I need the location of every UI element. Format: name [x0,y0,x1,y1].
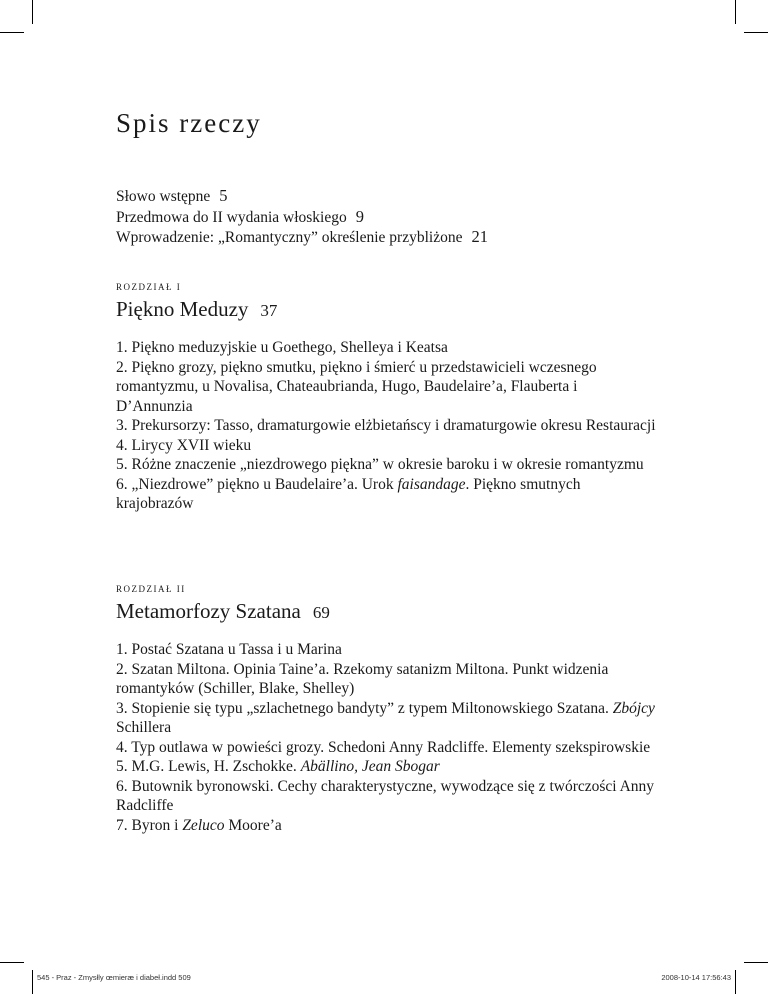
crop-mark [32,970,33,994]
toc-subentry: 6. Butownik byronowski. Cechy charakterystyczne, wywodzące się z twórczości Anny Radcliffe [116,777,655,814]
chapter-2 [116,580,656,835]
toc-subentry: 1. Piękno meduzyjskie u Goethego, Shelleya i Keatsa [116,339,448,356]
toc-subentry: 4. Typ outlawa w powieści grozy. Schedoni Anny Radcliffe. Elementy szekspirowskie [116,738,651,756]
crop-mark [0,962,24,963]
crop-mark [32,0,33,24]
chapter-1 [116,278,656,514]
toc-subentry: 3. Stopienie się typu „szlachetnego bandyty” z typem Miltonowskiego Szatana. Zbójcy Schillera [116,699,655,736]
toc-label: Słowo wstępne [116,188,211,205]
toc-entry [116,186,656,207]
chapter-title-text: Metamorfozy Szatana [116,598,301,623]
chapter-entries [116,338,656,514]
footer-file-info: 545 - Praz - Zmysłly œmieræ i diabeł.indd 509 [37,973,191,982]
crop-mark [735,970,736,994]
toc-subentry: 5. M.G. Lewis, H. Zschokke. Abällino, Jean Sbogar [116,758,440,775]
crop-mark [735,0,736,24]
footer-timestamp: 2008-10-14 17:56:43 [661,973,731,982]
page-number: 5 [219,186,228,205]
crop-mark [744,32,768,33]
chapter-title [116,296,656,321]
toc-entry [116,227,656,248]
toc-subentry: 4. Lirycy XVII wieku [116,436,252,454]
toc-entry [116,207,656,228]
toc-subentry: 1. Postać Szatana u Tassa i u Marina [116,641,342,658]
chapter-entries [116,640,656,835]
toc-label: Przedmowa do II wydania włoskiego [116,208,347,226]
toc-label: Wprowadzenie: „Romantyczny” określenie przybliżone [116,229,463,246]
toc-subentry: 5. Różne znaczenie „niezdrowego piękna” w okresie baroku i w okresie romantyzmu [116,456,644,473]
page-title: Spis rzeczy [116,108,262,138]
front-matter [116,186,656,248]
crop-mark [744,962,768,963]
chapter-label: ROZDZIAŁ I [116,282,182,292]
chapter-title [116,598,656,623]
chapter-label: ROZDZIAŁ II [116,584,186,594]
toc-subentry: 7. Byron i Zeluco Moore’a [116,816,282,834]
crop-mark [0,32,24,33]
page-number: 69 [312,602,330,622]
toc-subentry: 6. „Niezdrowe” piękno u Baudelaire’a. Urok faisandage. Piękno smutnych krajobrazów [116,475,581,512]
toc-subentry: 2. Piękno grozy, piękno smutku, piękno i śmierć u przedstawicieli wczesnego romantyzmu, u Novalisa, Chateaubrianda, Hugo, Baudelaire’a, Flauberta i D’Annunzia [116,358,597,415]
chapter-title-text: Piękno Meduzy [116,296,249,321]
toc-subentry: 3. Prekursorzy: Tasso, dramaturgowie elżbietańscy i dramaturgowie okresu Restauracji [116,417,656,434]
toc-subentry: 2. Szatan Miltona. Opinia Taine’a. Rzekomy satanizm Miltona. Punkt widzenia romantyków (Schiller, Blake, Shelley) [116,660,609,697]
page-number: 9 [355,206,364,226]
page-number: 37 [260,300,278,320]
page-number: 21 [471,227,488,246]
